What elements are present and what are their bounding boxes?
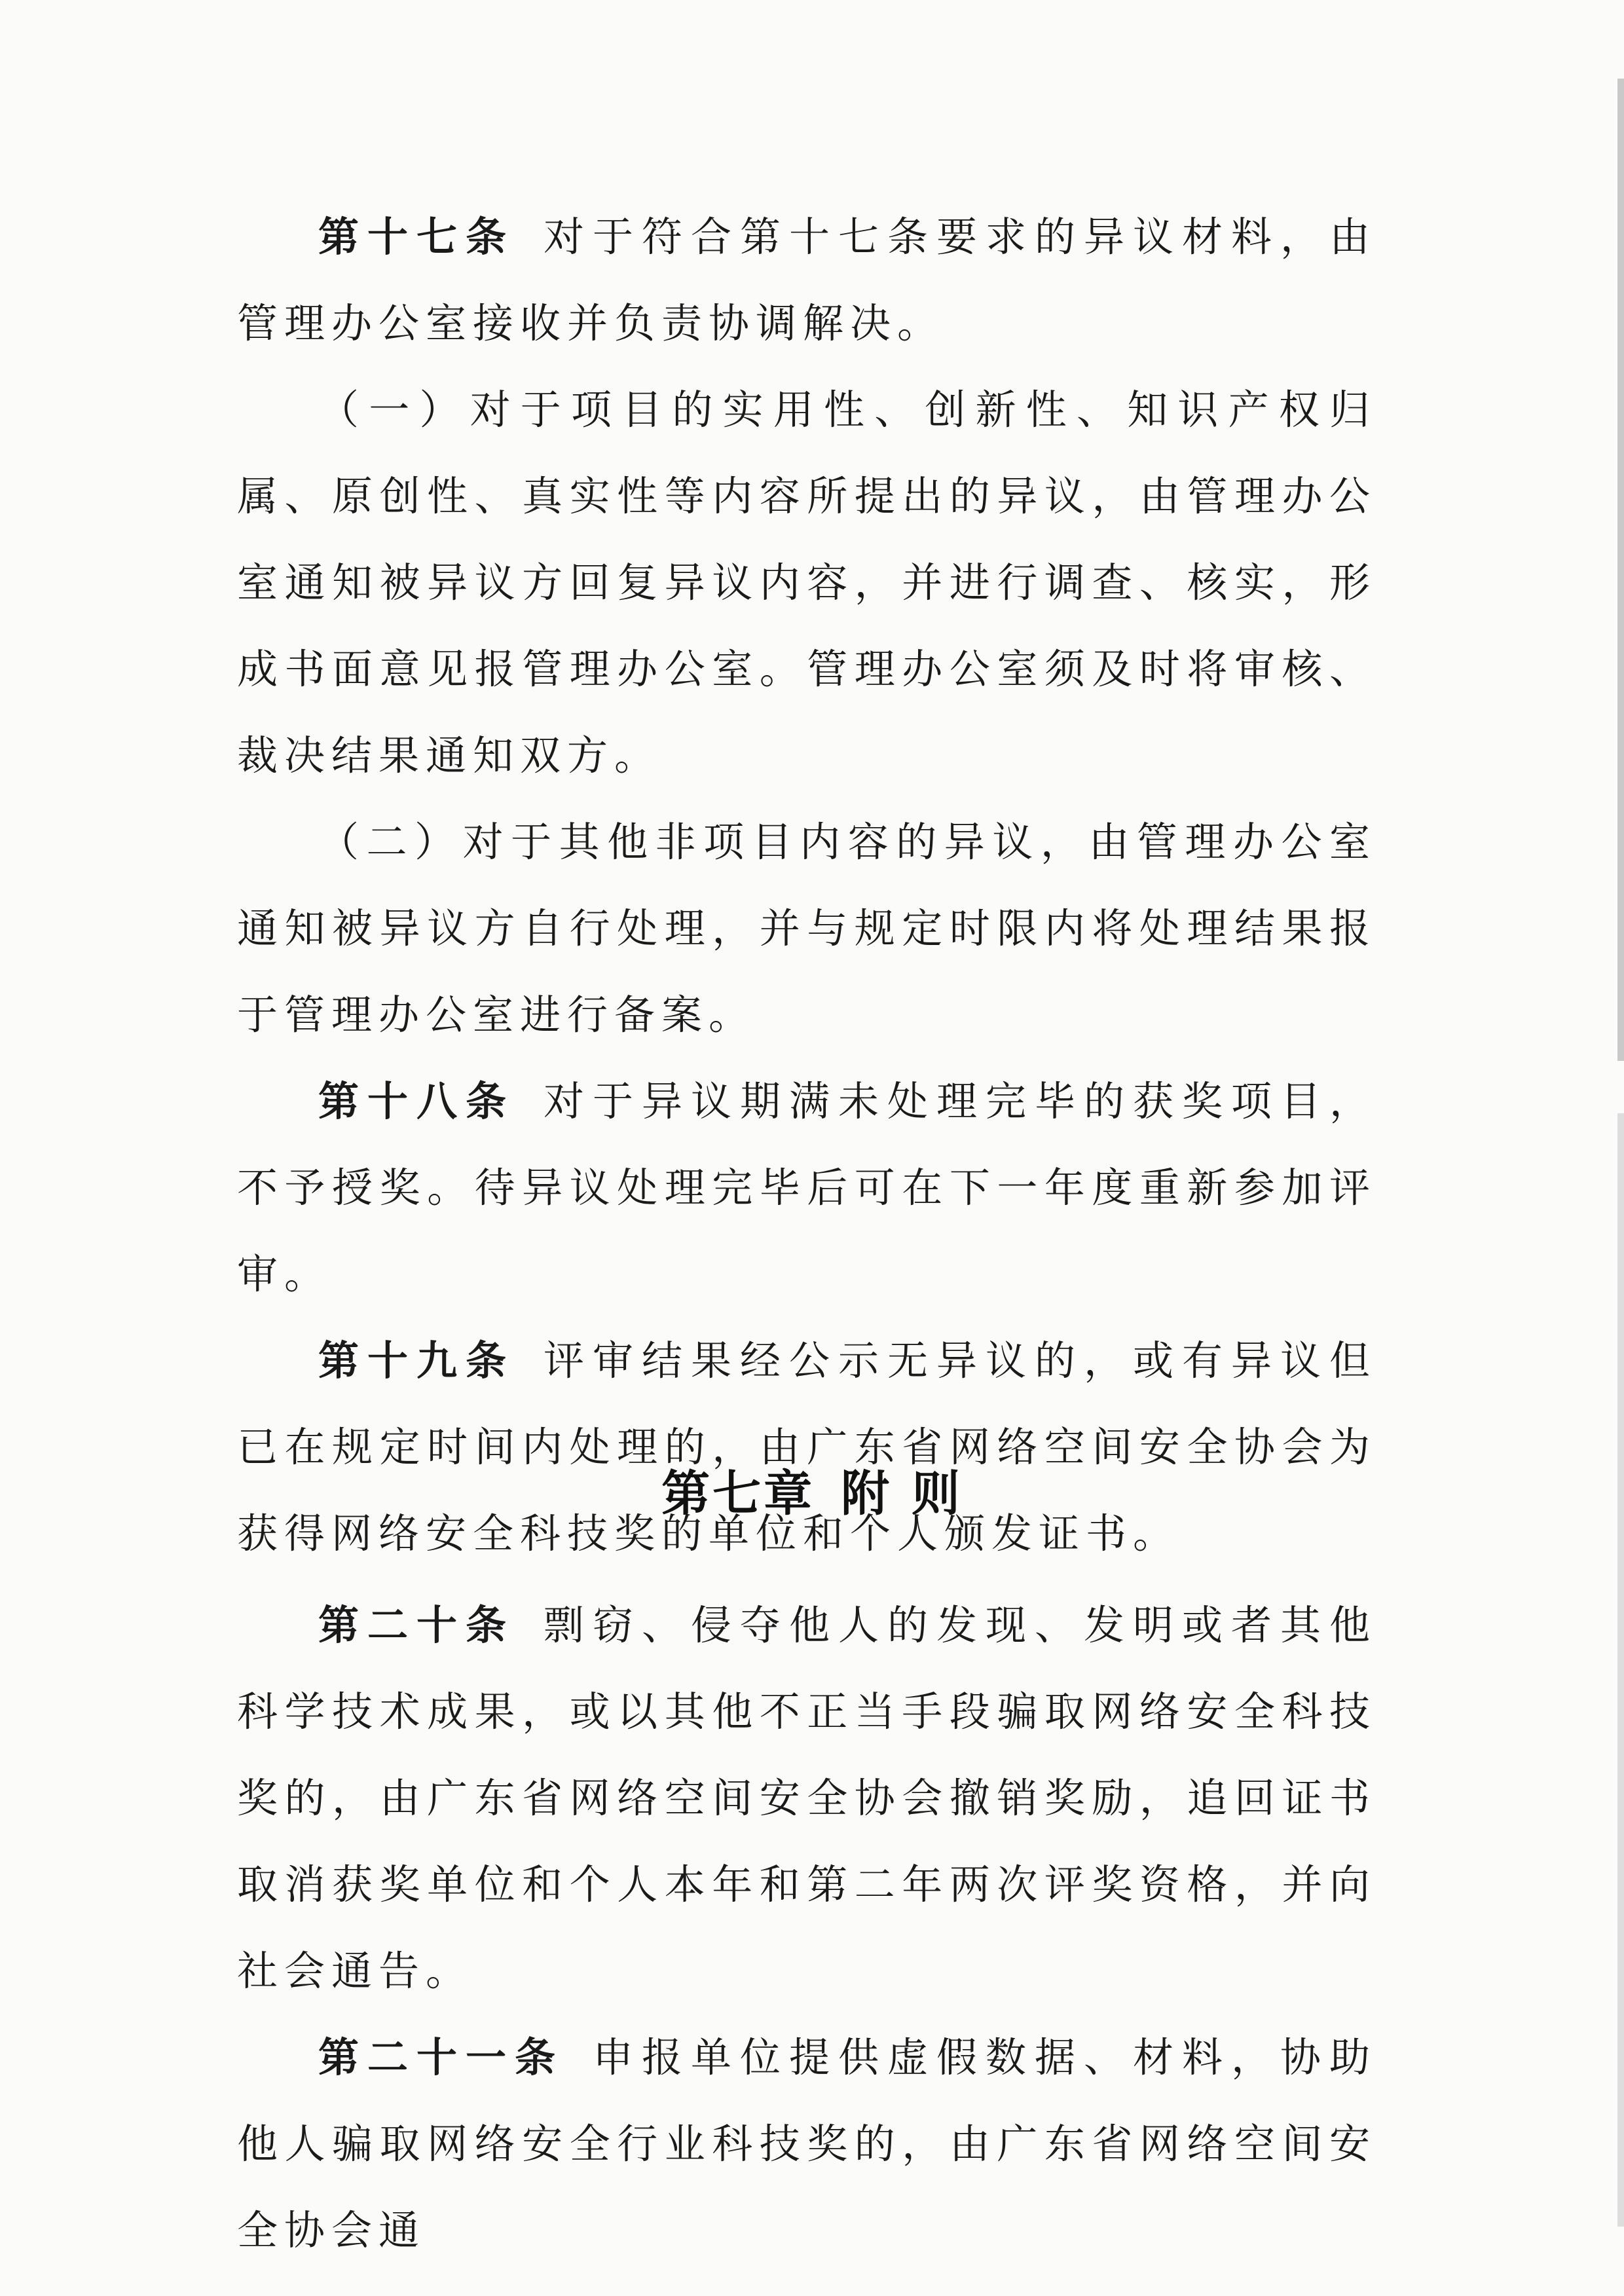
article-21 xyxy=(237,2014,1376,2274)
upper-text-block xyxy=(237,194,1376,1577)
article-19-number: 第十九条 xyxy=(318,1337,515,1384)
article-18-text: 对于异议期满未处理完毕的获奖项目，不予授奖。待异议处理完毕后可在下一年度重新参加评审。 xyxy=(237,1077,1376,1298)
article-17-text: 对于符合第十七条要求的异议材料，由管理办公室接收并负责协调解决。 xyxy=(237,213,1376,347)
chapter-7-heading xyxy=(0,1455,1624,1525)
article-20-text: 剽窃、侵夺他人的发现、发明或者其他科学技术成果，或以其他不正当手段骗取网络安全科技奖的，由广东省网络空间安全协会撤销奖励，追回证书取消获奖单位和个人本年和第二年两次评奖资格，并向社会通告。 xyxy=(237,1601,1376,1995)
article-19 xyxy=(237,1318,1376,1577)
chapter-7-title: 附 则 xyxy=(841,1466,963,1522)
article-20-number: 第二十条 xyxy=(318,1601,515,1649)
article-17-item-2: （二）对于其他非项目内容的异议，由管理办公室通知被异议方自行处理，并与规定时限内将处理结果报于管理办公室进行备案。 xyxy=(237,818,1376,1039)
article-18 xyxy=(237,1058,1376,1318)
article-20 xyxy=(237,1582,1376,2014)
article-17-item-1: （一）对于项目的实用性、创新性、知识产权归属、原创性、真实性等内容所提出的异议，由管理办公室通知被异议方回复异议内容，并进行调查、核实，形成书面意见报管理办公室。管理办公室须及时将审核、裁决结果通知双方。 xyxy=(237,386,1376,779)
lower-text-block xyxy=(237,1582,1376,2274)
scan-edge-mark xyxy=(1617,79,1624,1061)
article-21-text: 申报单位提供虚假数据、材料，协助他人骗取网络安全行业科技奖的，由广东省网络空间安全协会通 xyxy=(237,2033,1376,2254)
article-17 xyxy=(237,194,1376,367)
article-19-text: 评审结果经公示无异议的，或有异议但已在规定时间内处理的，由广东省网络空间安全协会为获得网络安全科技奖的单位和个人颁发证书。 xyxy=(237,1337,1376,1557)
article-18-number: 第十八条 xyxy=(318,1077,515,1125)
scan-edge-mark-lower xyxy=(1617,1113,1624,2227)
article-17-number: 第十七条 xyxy=(318,213,515,261)
chapter-7-number: 第七章 xyxy=(661,1466,815,1522)
article-21-number: 第二十一条 xyxy=(318,2033,564,2081)
